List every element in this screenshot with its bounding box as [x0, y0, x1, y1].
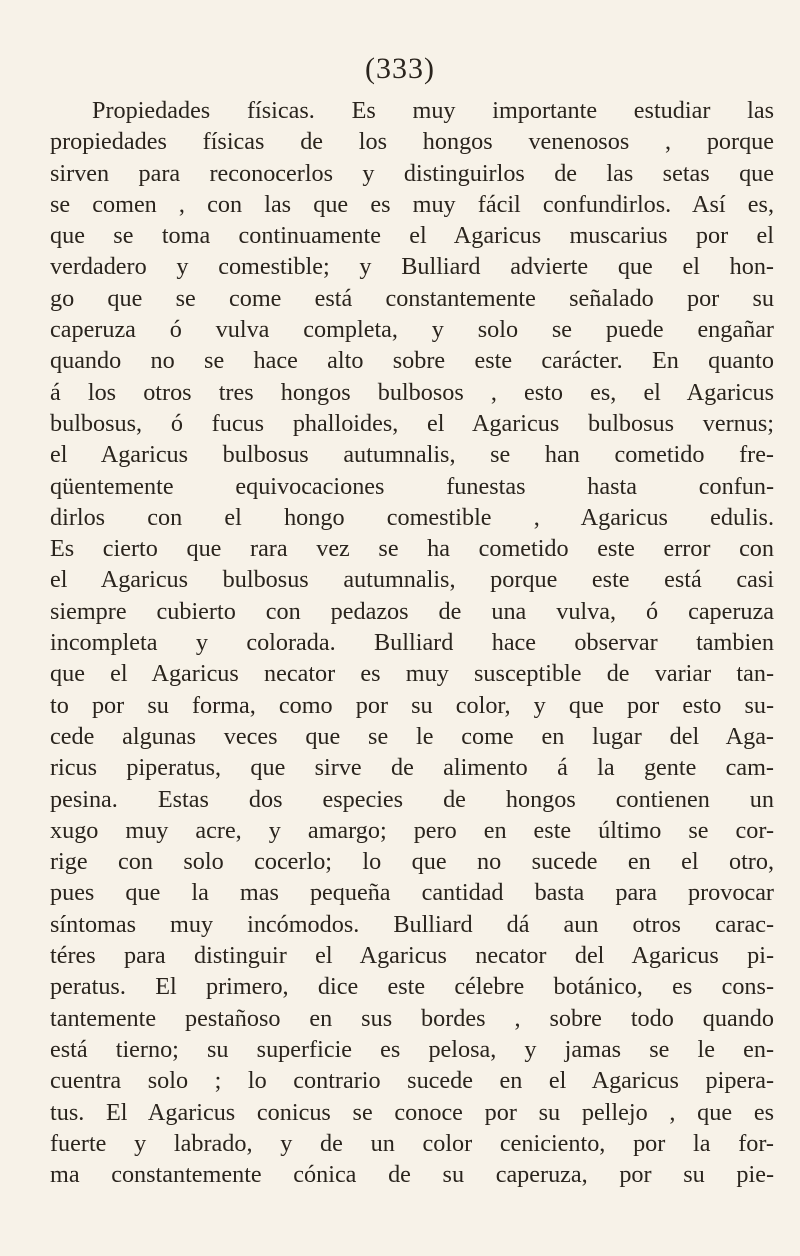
- text-line: el Agaricus bulbosus autumnalis, porque este está casi: [50, 566, 774, 594]
- text-line: que se toma continuamente el Agaricus muscarius por el: [50, 222, 774, 250]
- text-line: verdadero y comestible; y Bulliard advierte que el hon-: [50, 253, 774, 281]
- text-line: se comen , con las que es muy fácil confundirlos. Así es,: [50, 190, 774, 218]
- text-line: tus. El Agaricus conicus se conoce por su pellejo , que es: [50, 1098, 774, 1126]
- text-line: bulbosus, ó fucus phalloides, el Agaricus bulbosus vernus;: [50, 409, 774, 437]
- text-line: go que se come está constantemente señalado por su: [50, 284, 774, 312]
- page-number: (333): [365, 52, 435, 85]
- text-line: rige con solo cocerlo; lo que no sucede en el otro,: [50, 848, 774, 876]
- text-line: qüentemente equivocaciones funestas hasta confun-: [50, 472, 774, 500]
- text-line: to por su forma, como por su color, y que por esto su-: [50, 691, 774, 719]
- text-line: xugo muy acre, y amargo; pero en este último se cor-: [50, 816, 774, 844]
- text-line: ma constantemente cónica de su caperuza, por su pie-: [50, 1161, 774, 1189]
- text-line: á los otros tres hongos bulbosos , esto es, el Agaricus: [50, 378, 774, 406]
- text-line: ricus piperatus, que sirve de alimento á la gente cam-: [50, 754, 774, 782]
- text-line: síntomas muy incómodos. Bulliard dá aun otros carac-: [50, 910, 774, 938]
- text-line: quando no se hace alto sobre este carácter. En quanto: [50, 347, 774, 375]
- text-line: Propiedades físicas. Es muy importante estudiar las: [92, 97, 774, 124]
- text-line: dirlos con el hongo comestible , Agaricus edulis.: [50, 503, 774, 531]
- text-line: tantemente pestañoso en sus bordes , sobre todo quando: [50, 1004, 774, 1032]
- text-line: Es cierto que rara vez se ha cometido este error con: [50, 535, 774, 563]
- text-line: siempre cubierto con pedazos de una vulva, ó caperuza: [50, 597, 774, 625]
- text-line: caperuza ó vulva completa, y solo se puede engañar: [50, 316, 774, 344]
- text-line: está tierno; su superficie es pelosa, y jamas se le en-: [50, 1035, 774, 1063]
- text-line: fuerte y labrado, y de un color ceniciento, por la for-: [50, 1129, 774, 1157]
- text-line: pesina. Estas dos especies de hongos contienen un: [50, 785, 774, 813]
- text-line: propiedades físicas de los hongos venenosos , porque: [50, 128, 774, 156]
- text-line: téres para distinguir el Agaricus necator del Agaricus pi-: [50, 942, 774, 970]
- text-line: incompleta y colorada. Bulliard hace observar tambien: [50, 629, 774, 657]
- text-line: sirven para reconocerlos y distinguirlos de las setas que: [50, 159, 774, 187]
- text-line: el Agaricus bulbosus autumnalis, se han cometido fre-: [50, 441, 774, 469]
- text-line: cede algunas veces que se le come en lugar del Aga-: [50, 722, 774, 750]
- text-line: pues que la mas pequeña cantidad basta para provocar: [50, 879, 774, 907]
- body-text: [50, 95, 774, 1190]
- text-line: peratus. El primero, dice este célebre botánico, es cons-: [50, 973, 774, 1001]
- text-line: que el Agaricus necator es muy susceptible de variar tan-: [50, 660, 774, 688]
- text-line: cuentra solo ; lo contrario sucede en el Agaricus pipera-: [50, 1067, 774, 1095]
